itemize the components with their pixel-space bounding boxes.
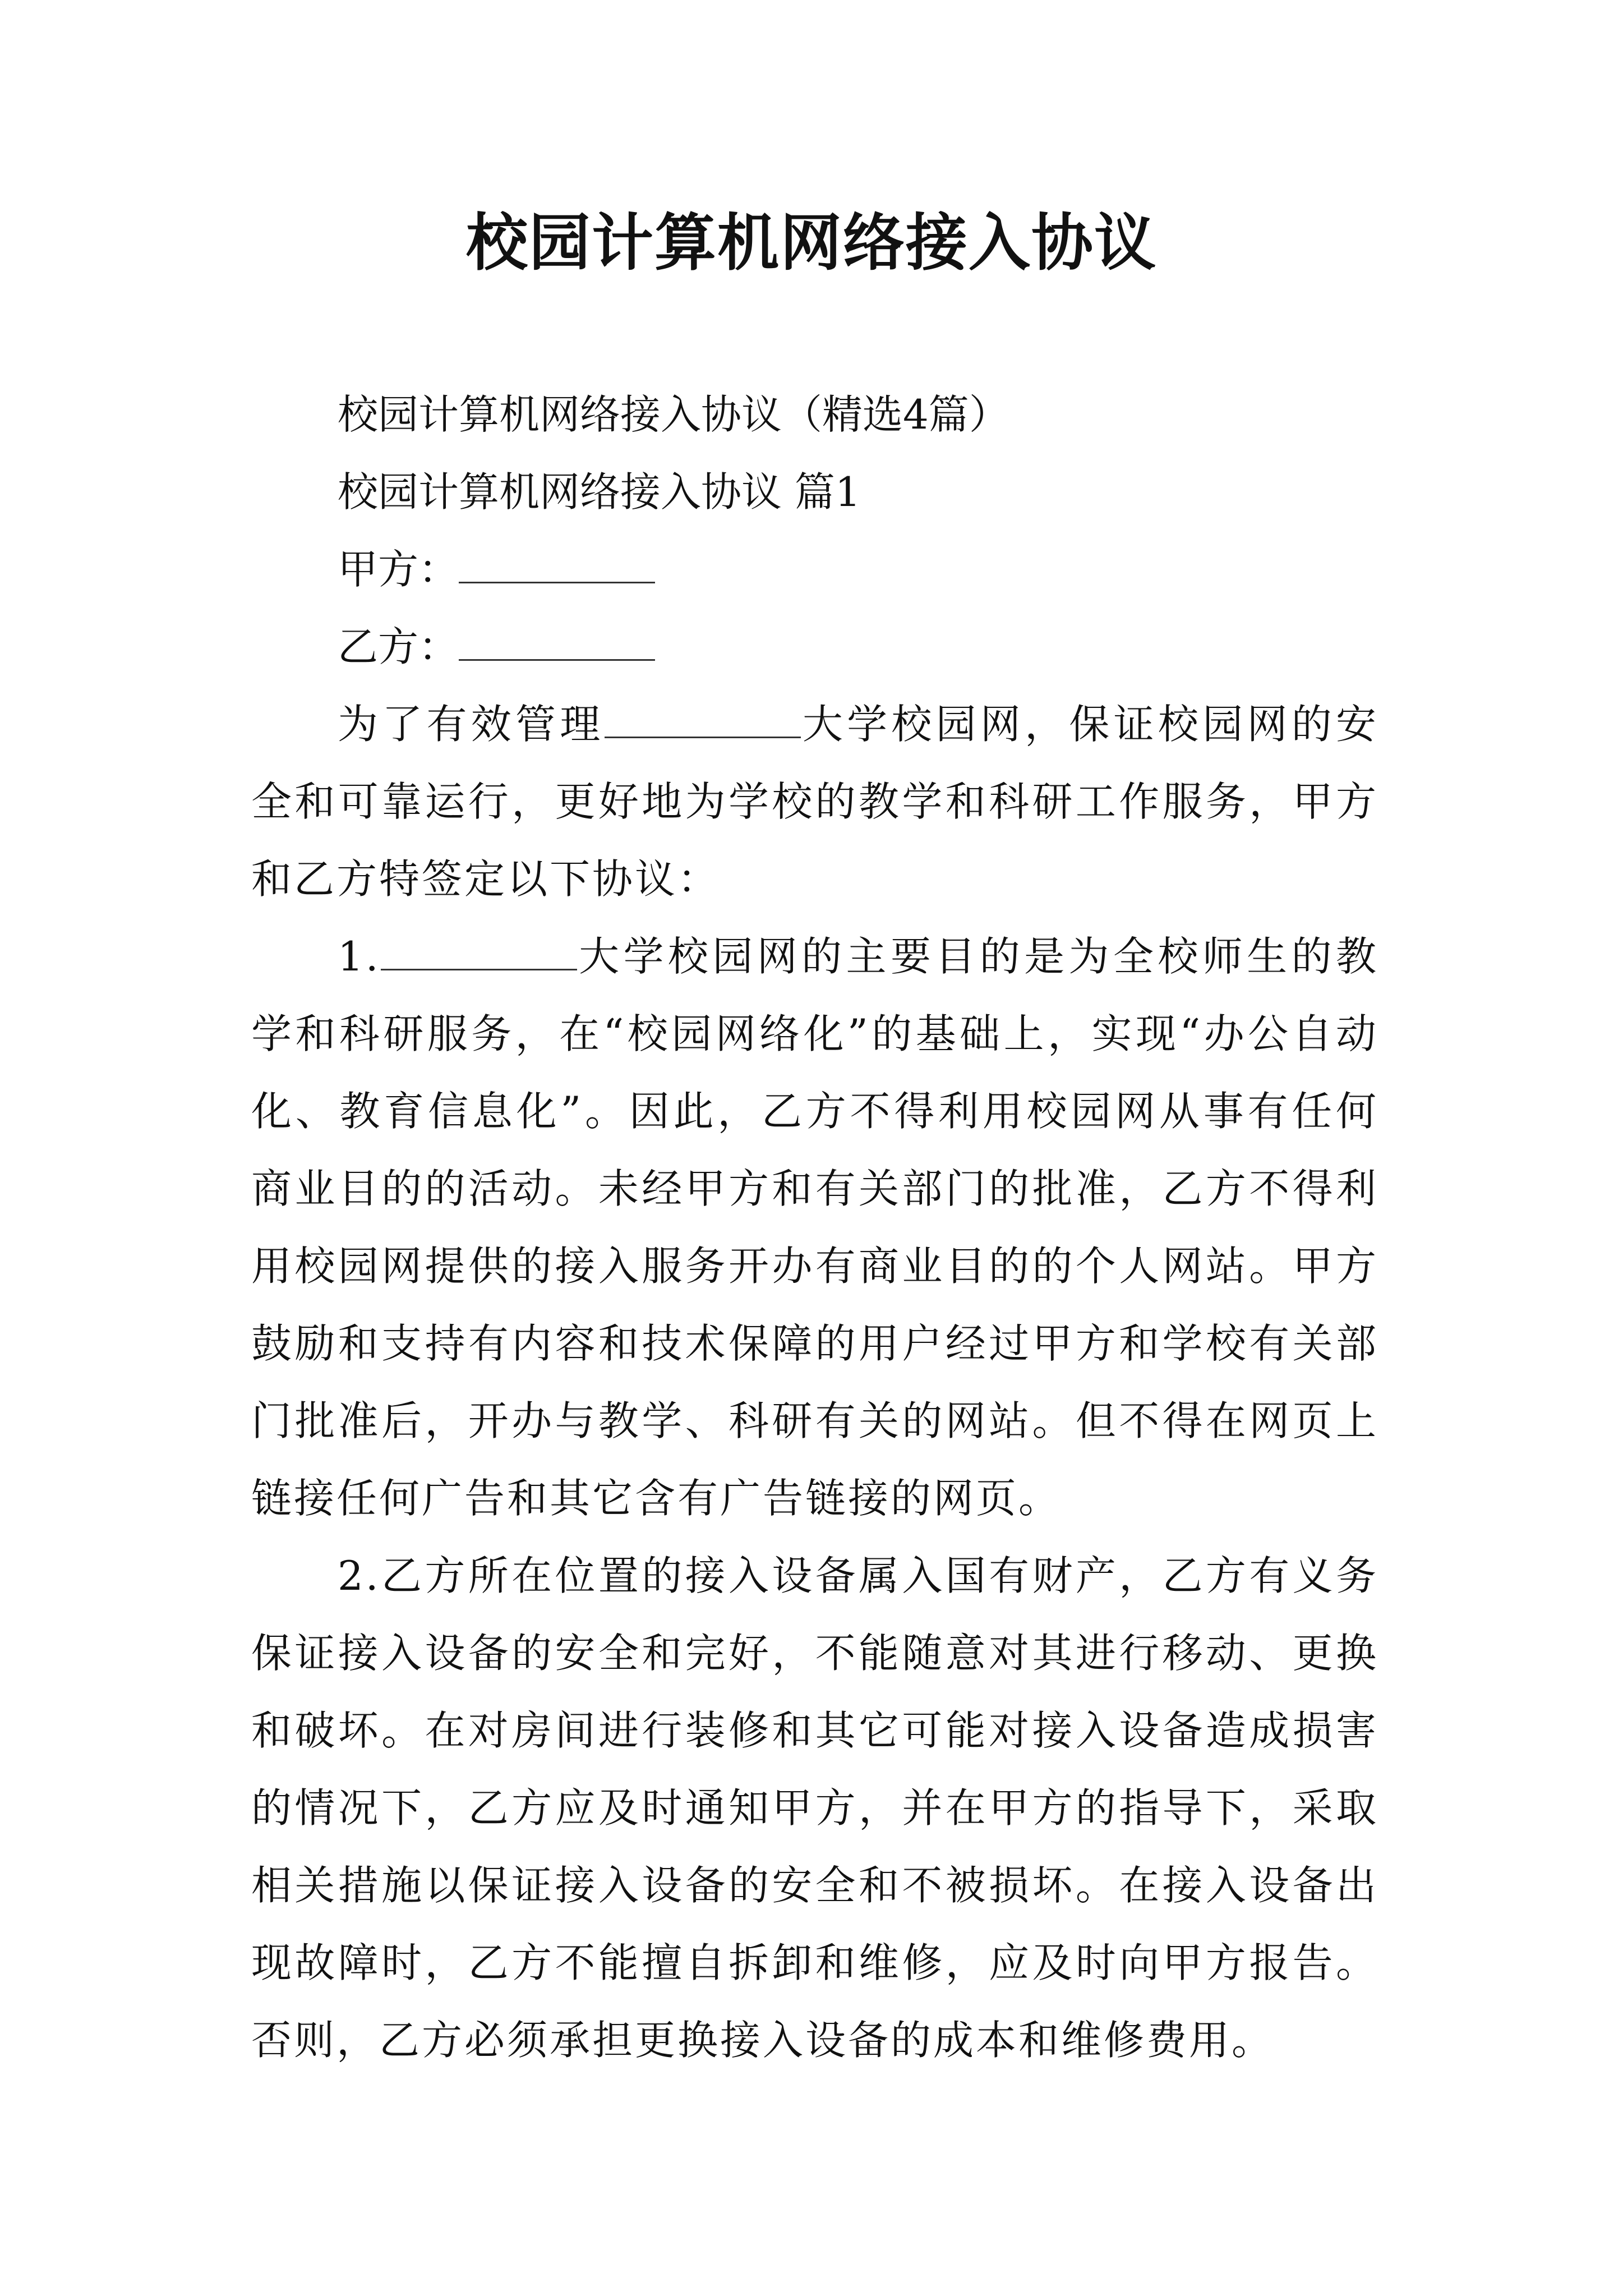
party-a-line [251,531,1378,608]
clause-1-blank [381,928,577,970]
document-subtitle: 校园计算机网络接入协议（精选4篇） [338,391,1009,438]
university-name-blank [605,696,801,738]
party-a-label: 甲方： [338,546,459,593]
intro-after-blank: 大学校园网，保证校园网的安全和可靠运行，更好地为学校的教学和科研工作服务，甲方和乙方特签定以下协议： [251,701,1378,903]
party-b-line [251,608,1378,685]
clause-1-paragraph [251,918,1378,1537]
intro-before-blank: 为了有效管理 [338,701,605,748]
clause-1-text: 大学校园网的主要目的是为全校师生的教学和科研服务，在“校园网络化”的基础上，实现“办公自动化、教育信息化”。因此，乙方不得利用校园网从事有任何商业目的的活动。未经甲方和有关部门的批准，乙方不得利用校园网提供的接入服务开办有商业目的的个人网站。甲方鼓励和支持有内容和技术保障的用户经过甲方和学校有关部门批准后，开办与教学、科研有关的网站。但不得在网页上链接任何广告和其它含有广告链接的网页。 [251,933,1378,1522]
party-a-blank [459,541,655,583]
clause-1-number: 1. [338,933,381,980]
document-body [251,376,1378,2079]
intro-paragraph [251,685,1378,918]
section-heading: 校园计算机网络接入协议 篇1 [338,468,861,516]
clause-2-paragraph: 2.乙方所在位置的接入设备属入国有财产，乙方有义务保证接入设备的安全和完好，不能随意对其进行移动、更换和破坏。在对房间进行装修和其它可能对接入设备造成损害的情况下，乙方应及时通知甲方，并在甲方的指导下，采取相关措施以保证接入设备的安全和不被损坏。在接入设备出现故障时，乙方不能擅自拆卸和维修，应及时向甲方报告。否则，乙方必须承担更换接入设备的成本和维修费用。 [251,1552,1378,2064]
party-b-label: 乙方： [338,623,459,670]
document-title: 校园计算机网络接入协议 [466,206,1157,279]
party-b-blank [459,619,655,661]
